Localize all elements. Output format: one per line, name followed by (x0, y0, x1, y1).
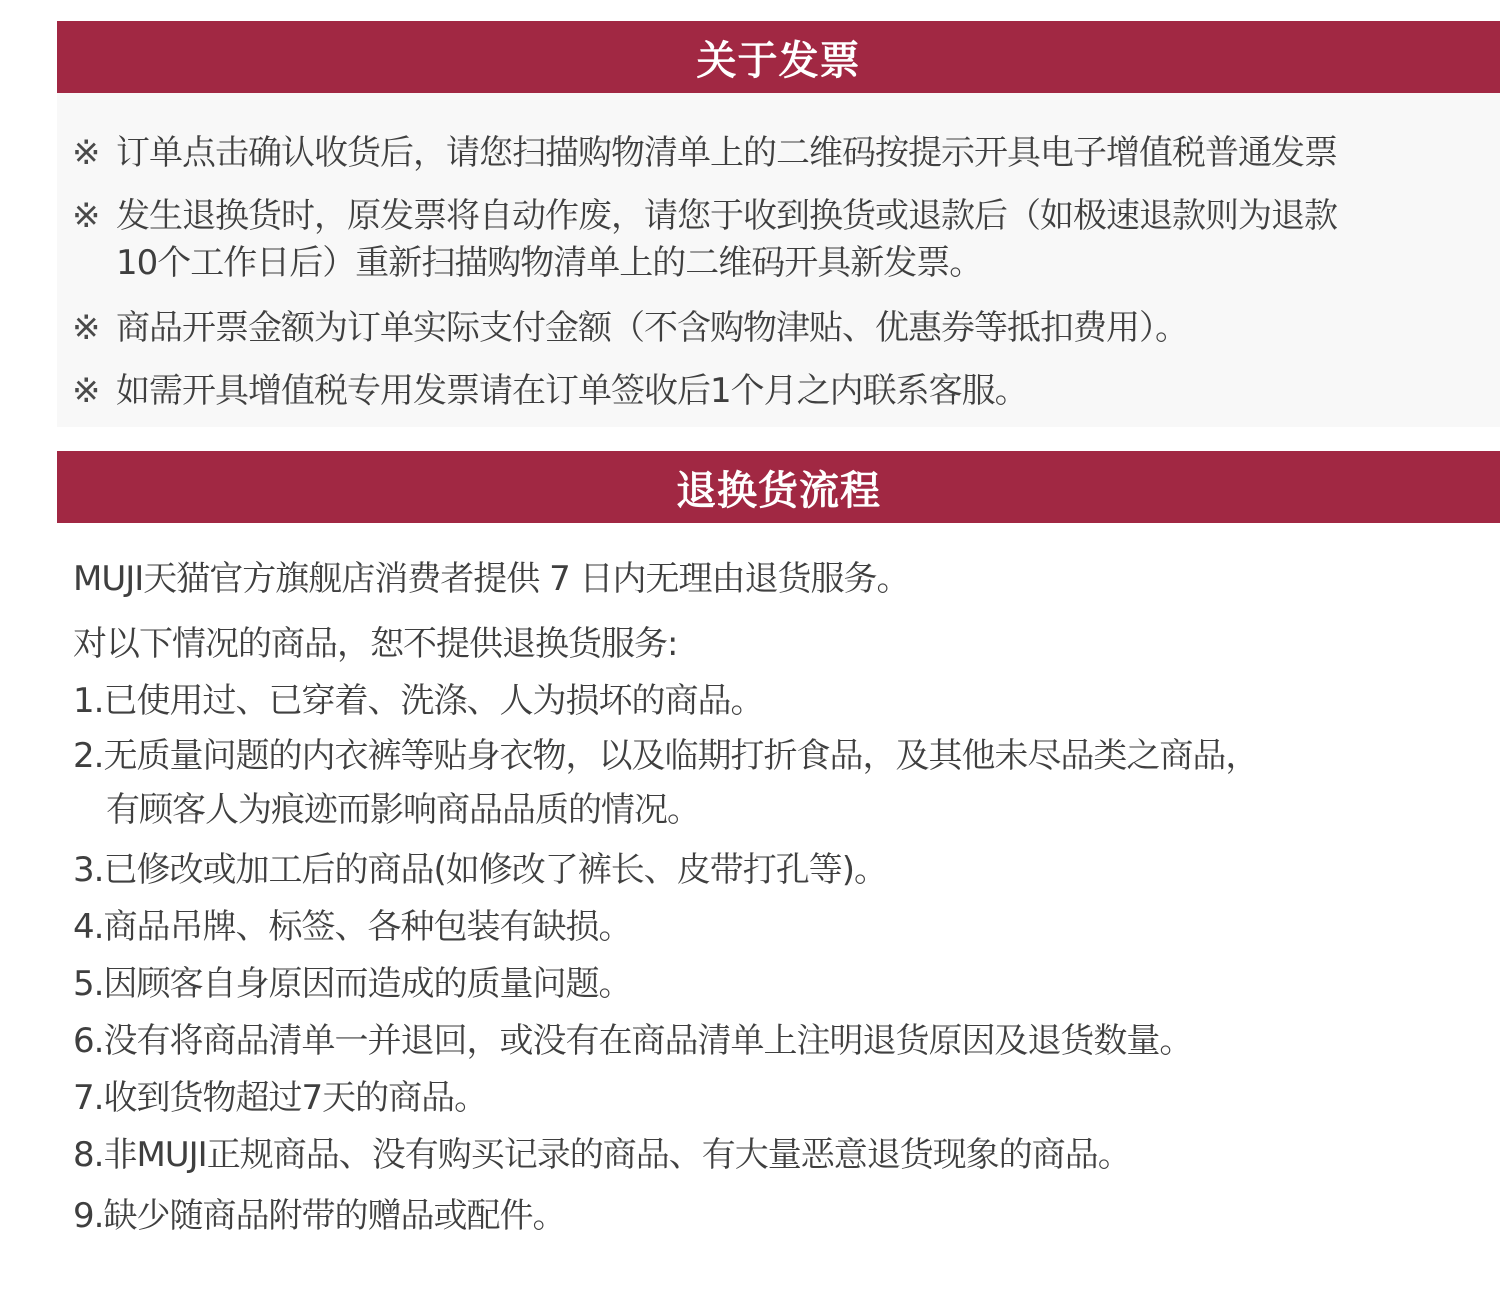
returns-item-6: 6.没有将商品清单一并退回，或没有在商品清单上注明退货原因及退货数量。 (73, 1021, 1193, 1061)
invoice-section-header (57, 21, 1500, 93)
returns-section-header (57, 451, 1500, 523)
returns-item-4: 4.商品吊牌、标签、各种包装有缺损。 (73, 907, 632, 947)
invoice-note-text: 10个工作日后）重新扫描购物清单上的二维码开具新发票。 (116, 243, 983, 283)
returns-subtitle: 对以下情况的商品，恕不提供退换货服务: (73, 624, 678, 664)
reference-mark: ※ (72, 196, 100, 236)
invoice-note-text: 商品开票金额为订单实际支付金额（不含购物津贴、优惠券等抵扣费用）。 (116, 308, 1188, 348)
invoice-note-text: 如需开具增值税专用发票请在订单签收后1个月之内联系客服。 (116, 371, 1028, 411)
returns-item-3: 3.已修改或加工后的商品(如修改了裤长、皮带打孔等)。 (73, 850, 887, 890)
invoice-note-4 (72, 371, 1028, 411)
returns-item-2: 2.无质量问题的内衣裤等贴身衣物，以及临期打折食品，及其他未尽品类之商品， (73, 736, 1259, 776)
invoice-note-2-continued (116, 243, 982, 283)
reference-mark: ※ (72, 133, 100, 173)
reference-mark: ※ (72, 308, 100, 348)
invoice-section-title: 关于发票 (696, 37, 861, 84)
reference-mark: ※ (72, 371, 100, 411)
invoice-note-1 (72, 133, 1337, 173)
returns-item-7: 7.收到货物超过7天的商品。 (73, 1078, 488, 1118)
invoice-note-text: 订单点击确认收货后，请您扫描购物清单上的二维码按提示开具电子增值税普通发票 (116, 133, 1337, 173)
invoice-note-text: 发生退换货时，原发票将自动作废，请您于收到换货或退款后（如极速退款则为退款 (116, 196, 1337, 236)
returns-item-5: 5.因顾客自身原因而造成的质量问题。 (73, 964, 632, 1004)
returns-intro: MUJI天猫官方旗舰店消费者提供 7 日内无理由退货服务。 (73, 559, 910, 599)
invoice-note-3 (72, 308, 1188, 348)
returns-item-2-continued: 有顾客人为痕迹而影响商品品质的情况。 (106, 790, 700, 830)
returns-item-1: 1.已使用过、已穿着、洗涤、人为损坏的商品。 (73, 681, 764, 721)
returns-item-8: 8.非MUJI正规商品、没有购买记录的商品、有大量恶意退货现象的商品。 (73, 1135, 1131, 1175)
returns-section-title: 退换货流程 (676, 467, 881, 514)
returns-item-9: 9.缺少随商品附带的赠品或配件。 (73, 1196, 566, 1236)
invoice-note-2 (72, 196, 1337, 236)
